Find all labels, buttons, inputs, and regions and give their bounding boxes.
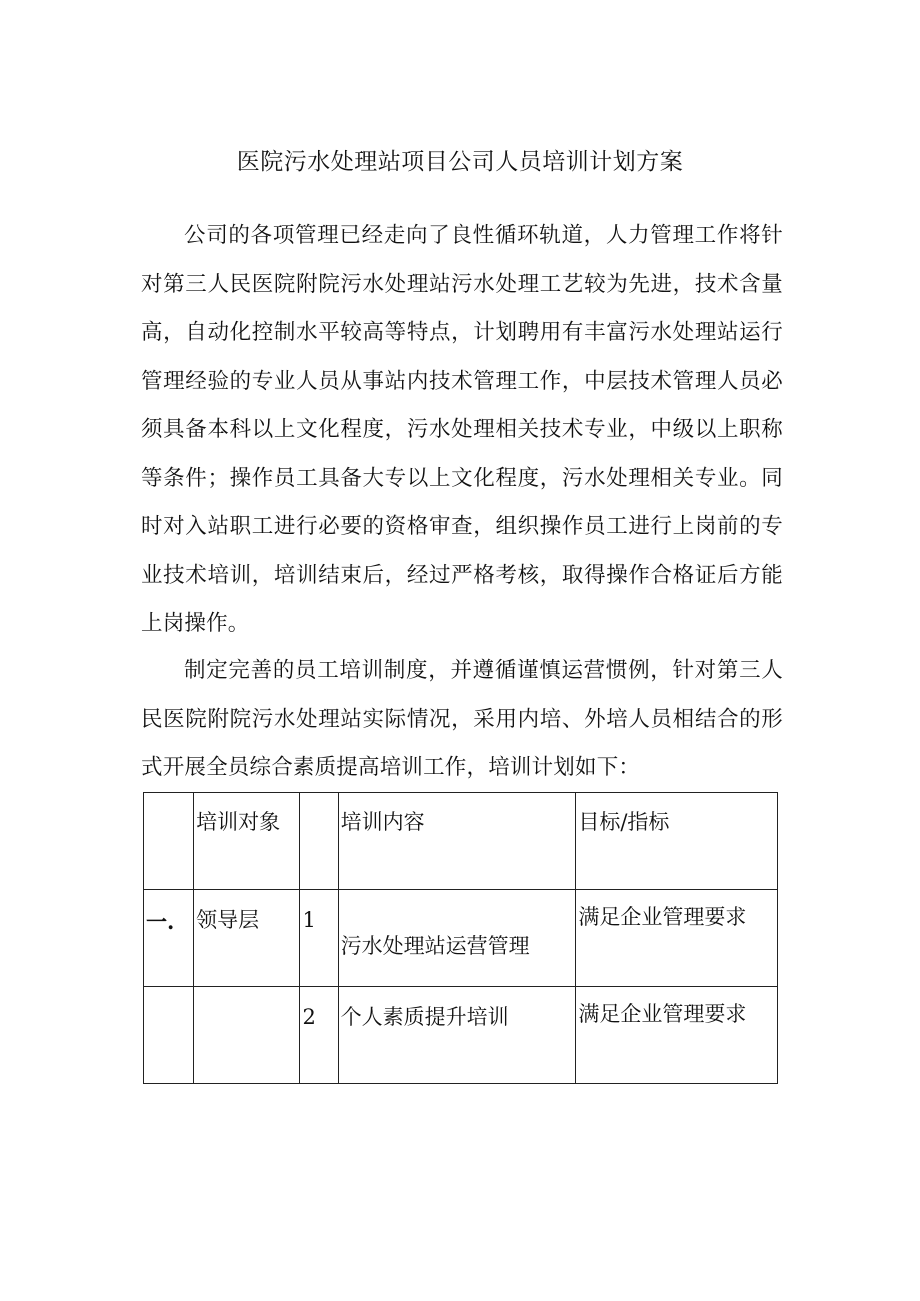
row-number-cell	[300, 987, 338, 1084]
row-number: 1	[302, 908, 316, 932]
row-target: 领导层	[196, 908, 260, 932]
row-content: 个人素质提升培训	[340, 1005, 509, 1029]
row-index	[144, 987, 193, 995]
row-target	[194, 987, 299, 993]
header-content-cell	[338, 793, 576, 890]
row-index: 一.	[146, 909, 175, 934]
header-goal-cell	[576, 793, 778, 890]
header-target-cell	[194, 793, 300, 890]
row-content-cell	[338, 890, 576, 987]
row-index-cell	[144, 890, 194, 987]
paragraph-training-system: 制定完善的员工培训制度，并遵循谨慎运营惯例，针对第三人民医院附院污水处理站实际情况，采用内培、外培人员相结合的形式开展全员综合素质提高培训工作，培训计划如下：	[141, 658, 783, 780]
row-target-cell	[194, 890, 300, 987]
header-index-cell	[144, 793, 194, 890]
document-title: 医院污水处理站项目公司人员培训计划方案	[236, 149, 684, 175]
row-goal: 满足企业管理要求	[578, 905, 747, 929]
row-content-cell	[338, 987, 576, 1084]
header-target-label: 培训对象	[196, 810, 281, 834]
row-goal-cell	[576, 890, 778, 987]
header-content-label: 培训内容	[340, 810, 425, 834]
row-number-cell	[300, 890, 338, 987]
row-content: 污水处理站运营管理	[340, 934, 530, 958]
paragraph-intro: 公司的各项管理已经走向了良性循环轨道，人力管理工作将针对第三人民医院附院污水处理站污水处理工艺较为先进，技术含量高，自动化控制水平较高等特点，计划聘用有丰富污水处理站运行管理经验的专业人员从事站内技术管理工作，中层技术管理人员必须具备本科以上文化程度，污水处理相关技术专业，中级以上职称等条件；操作员工具备大专以上文化程度，污水处理相关专业。同时对入站职工进行必要的资格审查，组织操作员工进行上岗前的专业技术培训，培训结束后，经过严格考核，取得操作合格证后方能上岗操作。	[141, 223, 783, 636]
table-row	[144, 890, 778, 987]
table-row	[144, 987, 778, 1084]
row-goal-cell	[576, 987, 778, 1084]
training-plan-table	[143, 792, 778, 1084]
row-number: 2	[302, 1005, 316, 1029]
table-header-row	[144, 793, 778, 890]
row-goal: 满足企业管理要求	[578, 1002, 747, 1026]
row-index-cell	[144, 987, 194, 1084]
header-number-cell	[300, 793, 338, 890]
header-goal-label: 目标/指标	[578, 810, 670, 834]
row-target-cell	[194, 987, 300, 1084]
